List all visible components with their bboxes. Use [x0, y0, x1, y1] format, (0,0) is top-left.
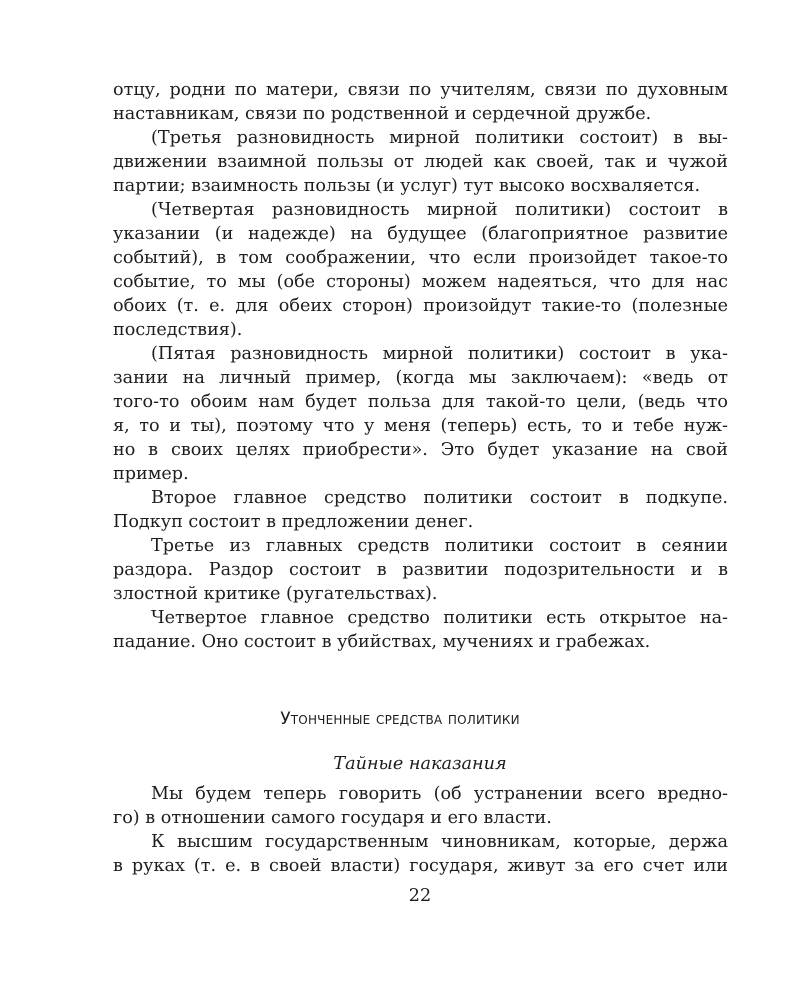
text-line: Четвертое главное средство политики есть открытое на-: [151, 608, 728, 628]
text-line: (Пятая разновидность мирной политики) состоит в ука-: [151, 344, 728, 364]
text-line: злостной критике (ругательствах).: [113, 584, 438, 604]
text-line: но в своих целях приобрести». Это будет указание на свой: [113, 440, 728, 460]
text-line: указании (и надежде) на будущее (благоприятное развитие: [113, 224, 728, 244]
text-line: событий), в том соображении, что если произойдет такое-то: [113, 248, 728, 268]
text-line: падание. Оно состоит в убийствах, мучениях и грабежах.: [113, 632, 651, 652]
text-line: отцу, родни по матери, связи по учителям, связи по духовным: [113, 80, 728, 100]
text-line: раздора. Раздор состоит в развитии подозрительности и в: [113, 560, 728, 580]
text-line: движении взаимной пользы от людей как своей, так и чужой: [113, 152, 728, 172]
text-line: партии; взаимность пользы (и услуг) тут высоко восхваляется.: [113, 176, 701, 196]
text-line: Мы будем теперь говорить (об устранении всего вредно-: [151, 784, 728, 804]
text-line: Второе главное средство политики состоит в подкупе.: [151, 488, 728, 508]
page-text-bottom: [113, 782, 728, 878]
text-line: зании на личный пример, (когда мы заключаем): «ведь от: [113, 368, 728, 388]
subsection-heading: Тайные наказания: [333, 754, 507, 774]
text-line: К высшим государственным чиновникам, которые, держа: [151, 832, 728, 852]
section-heading: Утонченные средства политики: [280, 709, 520, 729]
text-line: Третье из главных средств политики состоит в сеянии: [151, 536, 728, 556]
page-number: 22: [408, 886, 432, 906]
text-line: того-то обоим нам будет польза для такой-то цели, (ведь что: [113, 392, 728, 412]
text-line: в руках (т. е. в своей власти) государя, живут за его счет или: [113, 856, 728, 876]
text-line: Подкуп состоит в предложении денег.: [113, 512, 474, 532]
page-text-top: [113, 78, 728, 654]
text-line: го) в отношении самого государя и его власти.: [113, 808, 552, 828]
text-line: (Четвертая разновидность мирной политики) состоит в: [151, 200, 728, 220]
text-line: (Третья разновидность мирной политики состоит) в вы-: [151, 128, 728, 148]
text-line: я, то и ты), поэтому что у меня (теперь) есть, то и тебе нуж-: [113, 416, 728, 436]
text-line: пример.: [113, 464, 189, 484]
text-line: наставникам, связи по родственной и сердечной дружбе.: [113, 104, 652, 124]
text-line: последствия).: [113, 320, 243, 340]
text-line: обоих (т. е. для обеих сторон) произойдут такие-то (полезные: [113, 296, 728, 316]
text-line: событие, то мы (обе стороны) можем надеяться, что для нас: [113, 272, 728, 292]
